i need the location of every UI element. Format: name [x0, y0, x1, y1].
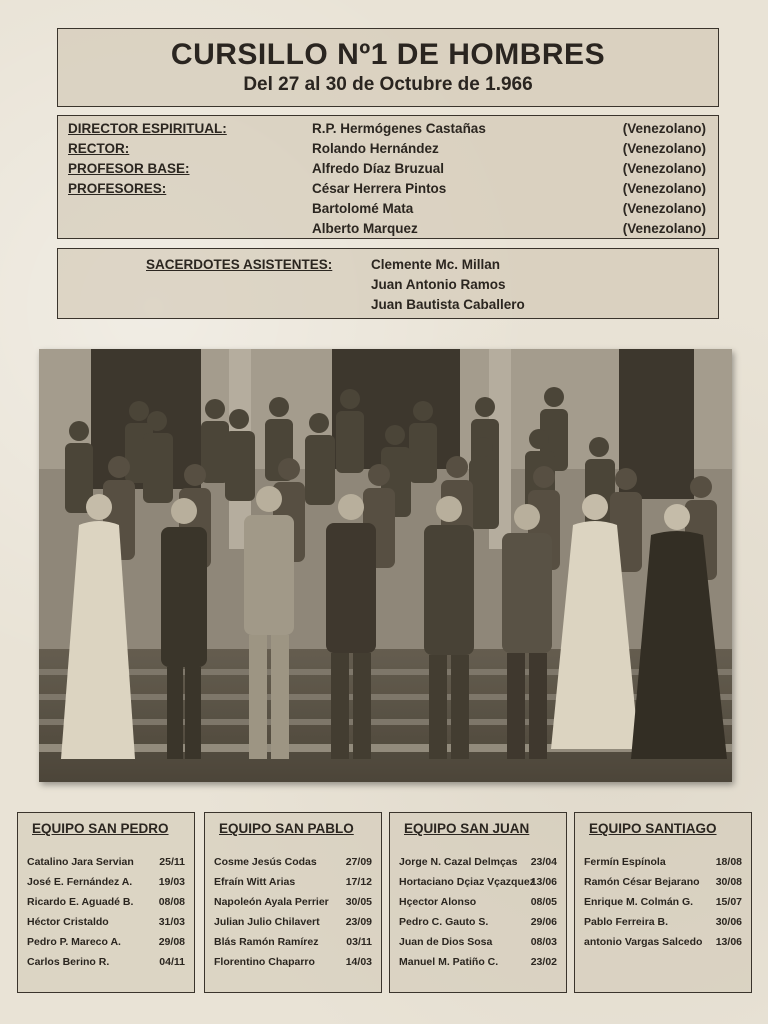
- team-member: [399, 896, 557, 912]
- staff-nationality: (Venezolano): [622, 141, 706, 156]
- staff-row: [58, 201, 718, 221]
- staff-row: [58, 121, 718, 141]
- team-member: [27, 936, 185, 952]
- member-date: 13/06: [715, 936, 742, 948]
- team-member: [27, 956, 185, 972]
- priests-label: SACERDOTES ASISTENTES:: [146, 257, 333, 272]
- staff-row: [58, 161, 718, 181]
- team-member: [584, 876, 742, 892]
- member-name: Catalino Jara Servian: [27, 856, 134, 868]
- member-date: 08/05: [530, 896, 557, 908]
- member-name: antonio Vargas Salcedo: [584, 936, 703, 948]
- staff-role: PROFESOR BASE:: [68, 161, 190, 176]
- member-date: 08/08: [158, 896, 185, 908]
- member-name: José E. Fernández A.: [27, 876, 133, 888]
- team-santiago: [574, 812, 752, 993]
- member-date: 31/03: [158, 916, 185, 928]
- team-member: [214, 876, 372, 892]
- member-date: 23/04: [530, 856, 557, 868]
- member-name: Pedro C. Gauto S.: [399, 916, 489, 928]
- member-date: 23/09: [345, 916, 372, 928]
- member-date: 04/11: [159, 956, 185, 968]
- member-date: 15/07: [715, 896, 742, 908]
- team-member: [399, 936, 557, 952]
- team-title: EQUIPO SAN JUAN: [404, 821, 530, 836]
- staff-name: Alberto Marquez: [312, 221, 418, 236]
- member-date: 27/09: [345, 856, 372, 868]
- team-member: [584, 916, 742, 932]
- member-name: Carlos Berino R.: [27, 956, 110, 968]
- team-title: EQUIPO SAN PABLO: [219, 821, 354, 836]
- staff-role: DIRECTOR ESPIRITUAL:: [68, 121, 227, 136]
- staff-nationality: (Venezolano): [622, 181, 706, 196]
- member-name: Jorge N. Cazal Delmças: [399, 856, 518, 868]
- member-date: 29/08: [158, 936, 185, 948]
- staff-row: [58, 141, 718, 161]
- member-date: 29/06: [530, 916, 557, 928]
- priest-name: Juan Bautista Caballero: [371, 297, 525, 312]
- team-member: [214, 856, 372, 872]
- member-date: 30/05: [345, 896, 372, 908]
- member-date: 25/11: [159, 856, 185, 868]
- member-date: 03/11: [346, 936, 372, 948]
- priest-name: Clemente Mc. Millan: [371, 257, 501, 272]
- team-member: [214, 956, 372, 972]
- team-title: EQUIPO SAN PEDRO: [32, 821, 169, 836]
- staff-nationality: (Venezolano): [622, 161, 706, 176]
- team-member: [399, 856, 557, 872]
- member-name: Pablo Ferreira B.: [584, 916, 669, 928]
- member-name: Ricardo E. Aguadé B.: [27, 896, 134, 908]
- member-date: 18/08: [715, 856, 742, 868]
- member-name: Hçector Alonso: [399, 896, 477, 908]
- team-member: [27, 896, 185, 912]
- team-member: [399, 876, 557, 892]
- member-date: 30/06: [715, 916, 742, 928]
- team-member: [584, 896, 742, 912]
- member-date: 13/06: [530, 876, 557, 888]
- team-member: [399, 916, 557, 932]
- page-title: CURSILLO Nº1 DE HOMBRES: [170, 38, 606, 71]
- member-name: Cosme Jesús Codas: [214, 856, 317, 868]
- member-name: Ramón César Bejarano: [584, 876, 700, 888]
- member-name: Efraín Witt Arias: [214, 876, 296, 888]
- member-name: Blás Ramón Ramírez: [214, 936, 319, 948]
- staff-name: Alfredo Díaz Bruzual: [312, 161, 445, 176]
- member-date: 14/03: [345, 956, 372, 968]
- member-name: Napoleón Ayala Perrier: [214, 896, 329, 908]
- staff-name: R.P. Hermógenes Castañas: [312, 121, 486, 136]
- team-member: [27, 876, 185, 892]
- page-subtitle: Del 27 al 30 de Octubre de 1.966: [243, 74, 533, 95]
- staff-row: [58, 221, 718, 241]
- team-san-pedro: [17, 812, 195, 993]
- team-san-pablo: [204, 812, 382, 993]
- member-name: Hortaciano Dçiaz Vçazquez: [399, 876, 535, 888]
- member-name: Pedro P. Mareco A.: [27, 936, 121, 948]
- member-date: 08/03: [530, 936, 557, 948]
- member-date: 17/12: [345, 876, 372, 888]
- team-member: [399, 956, 557, 972]
- member-date: 23/02: [530, 956, 557, 968]
- member-name: Héctor Cristaldo: [27, 916, 109, 928]
- team-member: [584, 856, 742, 872]
- priests-box: [57, 248, 719, 319]
- group-photo-illustration: [39, 349, 732, 782]
- team-title: EQUIPO SANTIAGO: [589, 821, 717, 836]
- staff-box: [57, 115, 719, 239]
- member-date: 19/03: [158, 876, 185, 888]
- member-name: Manuel M. Patiño C.: [399, 956, 499, 968]
- team-member: [214, 936, 372, 952]
- member-date: 30/08: [715, 876, 742, 888]
- staff-name: Rolando Hernández: [312, 141, 439, 156]
- staff-nationality: (Venezolano): [622, 201, 706, 216]
- group-photo: [39, 349, 732, 782]
- staff-nationality: (Venezolano): [622, 121, 706, 136]
- team-member: [214, 896, 372, 912]
- staff-role: PROFESORES:: [68, 181, 167, 196]
- member-name: Enrique M. Colmán G.: [584, 896, 694, 908]
- team-member: [214, 916, 372, 932]
- team-member: [584, 936, 742, 952]
- staff-name: César Herrera Pintos: [312, 181, 447, 196]
- team-member: [27, 916, 185, 932]
- staff-name: Bartolomé Mata: [312, 201, 414, 216]
- priest-name: Juan Antonio Ramos: [371, 277, 506, 292]
- title-box: [57, 28, 719, 107]
- member-name: Fermín Espínola: [584, 856, 666, 868]
- staff-nationality: (Venezolano): [622, 221, 706, 236]
- team-member: [27, 856, 185, 872]
- member-name: Juan de Dios Sosa: [399, 936, 493, 948]
- team-san-juan: [389, 812, 567, 993]
- staff-role: RECTOR:: [68, 141, 130, 156]
- member-name: Julian Julio Chilavert: [214, 916, 320, 928]
- staff-row: [58, 181, 718, 201]
- member-name: Florentino Chaparro: [214, 956, 315, 968]
